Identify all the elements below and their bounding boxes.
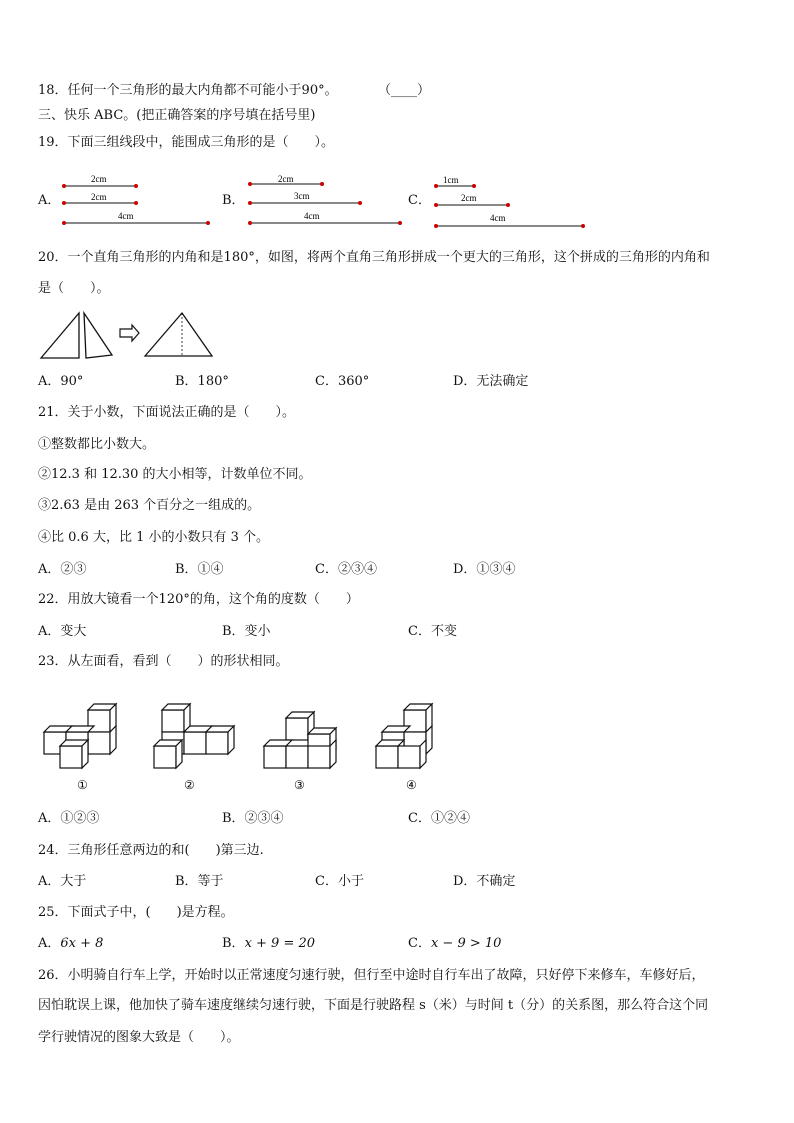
q23-figure-1 (40, 700, 130, 795)
q23-figure-2 (148, 700, 243, 795)
expression-a: 6x + 8 (60, 936, 104, 951)
q24-option-a[interactable]: A．大于 (38, 874, 87, 889)
arrow-icon (120, 325, 139, 341)
option-letter: A． (38, 936, 61, 951)
q20-option-a[interactable]: A．90° (38, 374, 84, 389)
q20-option-b[interactable]: B．180° (175, 374, 229, 389)
q19-stem: 19．下面三组线段中，能围成三角形的是（ ）。 (38, 135, 335, 150)
q23-option-a[interactable]: A．①②③ (38, 811, 100, 826)
option-letter: B． (222, 936, 245, 951)
segment-label: 4cm (304, 211, 320, 221)
segment-label: 2cm (461, 193, 477, 203)
q25-option-c[interactable] (408, 935, 501, 953)
endpoint-dot (358, 201, 362, 205)
q20-triangles-figure (38, 310, 228, 362)
q18-text: 18．任何一个三角形的最大内角都不可能小于90°。 (38, 83, 338, 98)
q20-stem-line2: 是（ ）。 (38, 281, 110, 296)
endpoint-dot (206, 221, 210, 225)
q21-stem: 21．关于小数，下面说法正确的是（ ）。 (38, 405, 296, 420)
q25-option-a[interactable] (38, 935, 103, 953)
endpoint-dot (434, 184, 438, 188)
q18-answer-blank[interactable]: （____） (378, 83, 431, 98)
endpoint-dot (134, 201, 138, 205)
segment-label: 4cm (118, 211, 134, 221)
q24-stem: 24．三角形任意两边的和( )第三边. (38, 843, 264, 858)
q19-option-a-segments (56, 170, 216, 232)
segment-label: 2cm (278, 174, 294, 184)
figure-label: ③ (294, 778, 305, 792)
q25-stem: 25．下面式子中，( )是方程。 (38, 905, 234, 920)
q21-statement-2: ②12.3 和 12.30 的大小相等，计数单位不同。 (38, 467, 312, 482)
q21-option-c[interactable]: C．②③④ (315, 562, 377, 577)
endpoint-dot (62, 184, 66, 188)
q21-statement-4: ④比 0.6 大，比 1 小的小数只有 3 个。 (38, 530, 270, 545)
expression-b: x + 9 = 20 (244, 936, 316, 951)
expression-c: x − 9 > 10 (430, 936, 502, 951)
q26-stem-line3: 学行驶情况的图象大致是（ ）。 (38, 1030, 240, 1045)
q21-statement-3: ③2.63 是由 263 个百分之一组成的。 (38, 498, 261, 513)
q19-option-a-letter[interactable]: A． (38, 193, 61, 208)
endpoint-dot (434, 203, 438, 207)
q24-option-c[interactable]: C．小于 (315, 874, 364, 889)
q20-option-c[interactable]: C．360° (315, 374, 370, 389)
endpoint-dot (320, 182, 324, 186)
endpoint-dot (581, 224, 585, 228)
q19-option-b-segments (242, 170, 412, 232)
endpoint-dot (506, 203, 510, 207)
q19-option-c-segments (428, 170, 593, 234)
endpoint-dot (434, 224, 438, 228)
q21-option-b[interactable]: B．①④ (175, 562, 224, 577)
endpoint-dot (134, 184, 138, 188)
q23-figure-4 (370, 700, 450, 795)
q22-option-a[interactable]: A．变大 (38, 624, 87, 639)
q21-statement-1: ①整数都比小数大。 (38, 437, 156, 452)
segment-label: 2cm (91, 174, 107, 184)
figure-label: ② (184, 778, 195, 792)
q20-option-d[interactable]: D．无法确定 (453, 374, 529, 389)
q19-option-b-letter[interactable]: B． (222, 193, 245, 208)
q23-stem: 23．从左面看，看到（ ）的形状相同。 (38, 654, 289, 669)
endpoint-dot (248, 221, 252, 225)
q24-option-b[interactable]: B．等于 (175, 874, 224, 889)
q21-option-d[interactable]: D．①③④ (453, 562, 516, 577)
q23-option-b[interactable]: B．②③④ (222, 811, 284, 826)
q26-stem-line2: 因怕耽误上课，他加快了骑车速度继续匀速行驶，下面是行驶路程 s（米）与时间 t（分）的关系图，那么符合这个同 (38, 998, 709, 1013)
q24-option-d[interactable]: D．不确定 (453, 874, 516, 889)
q23-figure-3 (258, 700, 353, 795)
section-3-heading: 三、快乐 ABC。(把正确答案的序号填在括号里) (38, 108, 316, 123)
segment-label: 3cm (294, 191, 310, 201)
segment-label: 2cm (91, 192, 107, 202)
figure-label: ④ (406, 778, 417, 792)
endpoint-dot (62, 201, 66, 205)
q20-stem-line1: 20．一个直角三角形的内角和是180°，如图，将两个直角三角形拼成一个更大的三角形，这个拼成的三角形的内角和 (38, 250, 710, 265)
right-triangle-right (84, 313, 112, 358)
q22-stem: 22．用放大镜看一个120°的角，这个角的度数（ ） (38, 592, 359, 607)
q23-option-c[interactable]: C．①②④ (408, 811, 470, 826)
endpoint-dot (248, 201, 252, 205)
segment-label: 1cm (443, 175, 459, 185)
endpoint-dot (398, 221, 402, 225)
combined-triangle (145, 313, 212, 356)
figure-label: ① (77, 778, 88, 792)
segment-label: 4cm (490, 213, 506, 223)
option-letter: C． (408, 936, 431, 951)
q22-option-c[interactable]: C．不变 (408, 624, 457, 639)
q26-stem-line1: 26．小明骑自行车上学，开始时以正常速度匀速行驶，但行至中途时自行车出了故障，只好停下来修车，车修好后， (38, 968, 705, 983)
endpoint-dot (248, 182, 252, 186)
q22-option-b[interactable]: B．变小 (222, 624, 271, 639)
right-triangle-left (41, 313, 79, 358)
q25-option-b[interactable] (222, 935, 315, 953)
endpoint-dot (472, 184, 476, 188)
q19-option-c-letter[interactable]: C． (408, 193, 431, 208)
q21-option-a[interactable]: A．②③ (38, 562, 87, 577)
endpoint-dot (62, 221, 66, 225)
